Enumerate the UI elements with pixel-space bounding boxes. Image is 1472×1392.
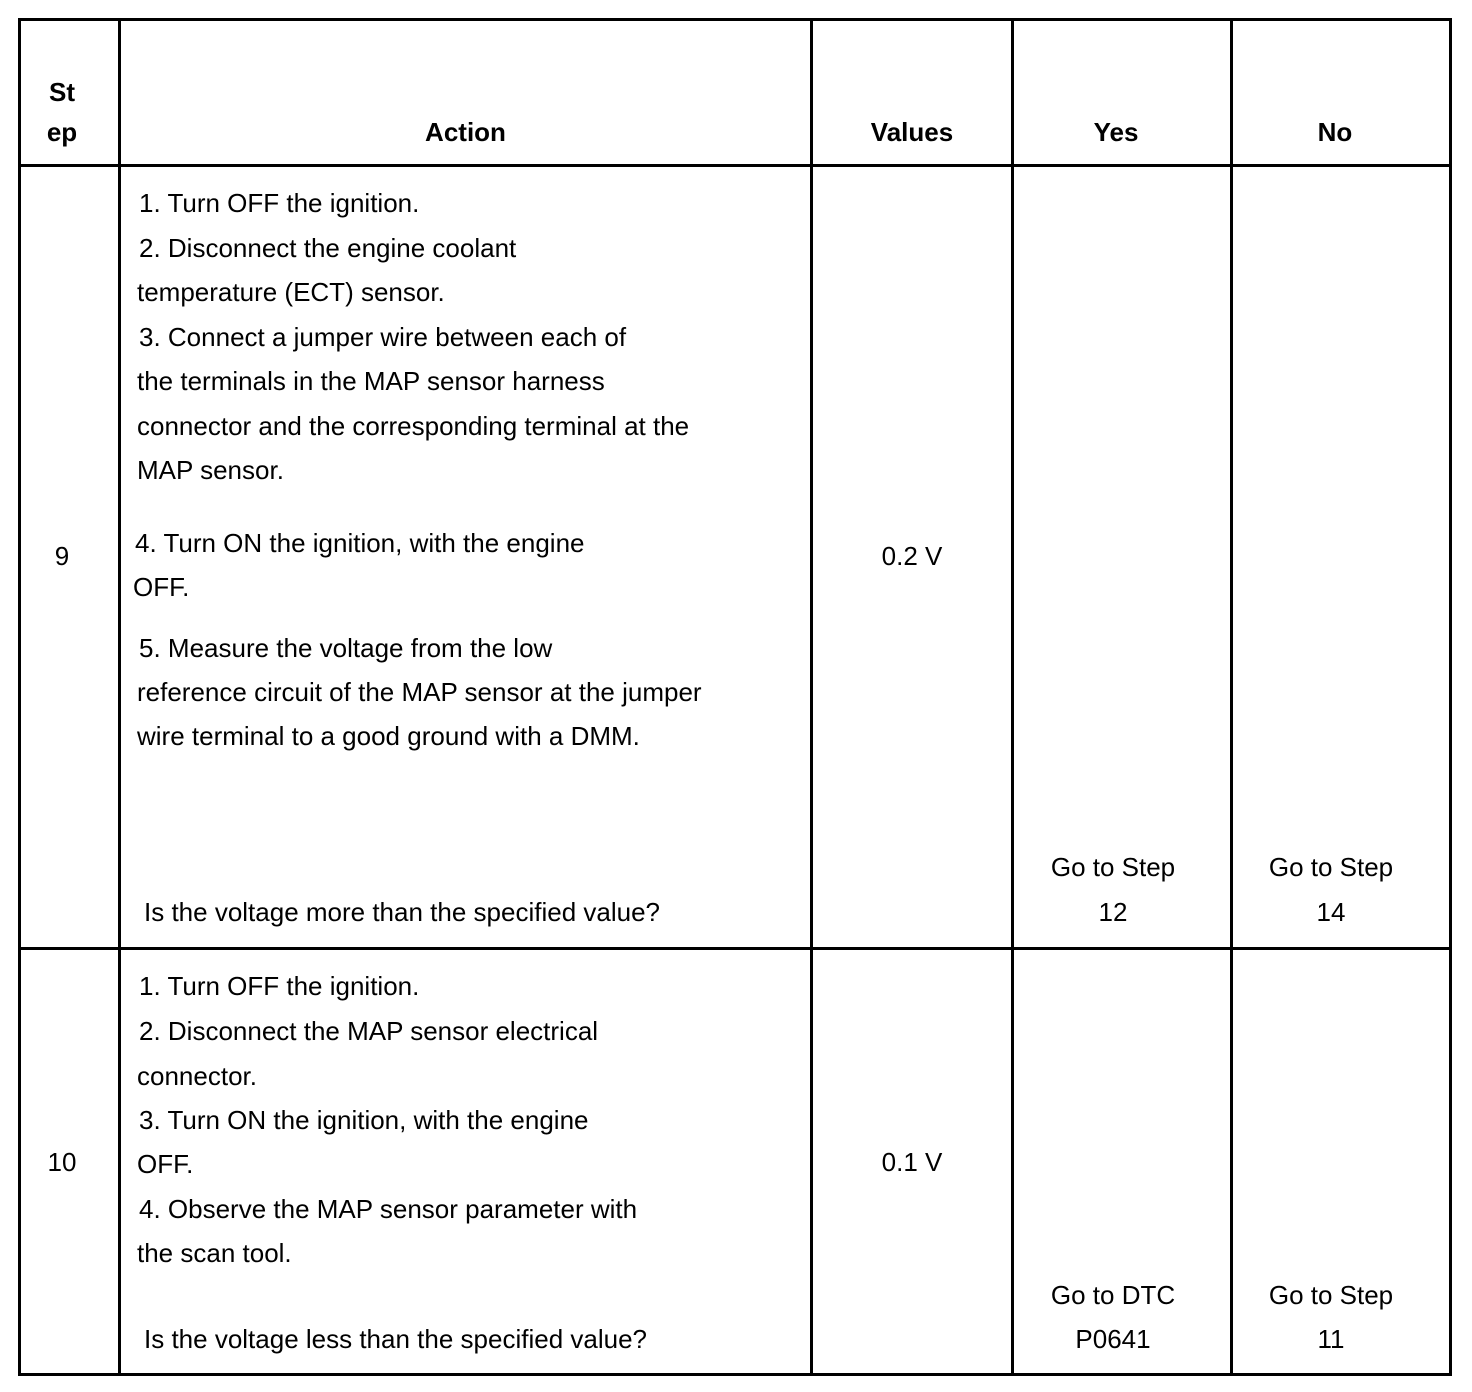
header-yes: Yes: [1093, 117, 1139, 147]
header-values: Values: [870, 117, 954, 147]
action-line: the terminals in the MAP sensor harness: [137, 366, 605, 396]
no-outcome: Go to Step: [1268, 1280, 1394, 1310]
column-divider: [118, 21, 121, 1373]
no-outcome: Go to Step: [1268, 852, 1394, 882]
action-line: connector and the corresponding terminal at the: [137, 411, 690, 441]
action-line: OFF.: [133, 572, 190, 602]
action-line: 1. Turn OFF the ignition.: [139, 971, 420, 1001]
action-line: the scan tool.: [137, 1238, 292, 1268]
action-line: wire terminal to a good ground with a DMM.: [137, 721, 640, 751]
yes-outcome: Go to Step: [1050, 852, 1176, 882]
column-divider: [1230, 21, 1233, 1373]
column-divider: [1011, 21, 1014, 1373]
action-line: MAP sensor.: [137, 455, 284, 485]
action-line: reference circuit of the MAP sensor at the jumper: [137, 677, 702, 707]
yes-outcome-target: P0641: [1075, 1324, 1151, 1354]
step-number: 10: [47, 1147, 77, 1177]
yes-outcome: Go to DTC: [1050, 1280, 1176, 1310]
row-divider: [21, 164, 1449, 167]
action-line: 2. Disconnect the engine coolant: [139, 233, 517, 263]
question: Is the voltage less than the specified value?: [144, 1324, 647, 1354]
row-divider: [21, 947, 1449, 950]
action-line: temperature (ECT) sensor.: [137, 277, 445, 307]
header-action: Action: [425, 117, 506, 147]
action-line: 3. Connect a jumper wire between each of: [139, 322, 627, 352]
no-outcome-target: 11: [1317, 1324, 1345, 1354]
header-step-part1: St: [49, 77, 75, 107]
action-line: 1. Turn OFF the ignition.: [139, 188, 420, 218]
action-line: connector.: [137, 1061, 257, 1091]
action-line: 4. Turn ON the ignition, with the engine: [135, 528, 585, 558]
action-line: 3. Turn ON the ignition, with the engine: [139, 1105, 589, 1135]
spec-value: 0.1 V: [881, 1147, 943, 1177]
spec-value: 0.2 V: [881, 541, 943, 571]
step-number: 9: [54, 541, 70, 571]
action-line: 5. Measure the voltage from the low: [139, 633, 553, 663]
header-step-part2: ep: [46, 117, 78, 147]
diagnostic-table: [18, 18, 1452, 1376]
question: Is the voltage more than the specified value?: [144, 897, 660, 927]
header-no: No: [1317, 117, 1353, 147]
action-line: 2. Disconnect the MAP sensor electrical: [139, 1016, 599, 1046]
yes-outcome-target: 12: [1098, 897, 1128, 927]
action-line: OFF.: [137, 1149, 194, 1179]
no-outcome-target: 14: [1316, 897, 1346, 927]
action-line: 4. Observe the MAP sensor parameter with: [139, 1194, 638, 1224]
